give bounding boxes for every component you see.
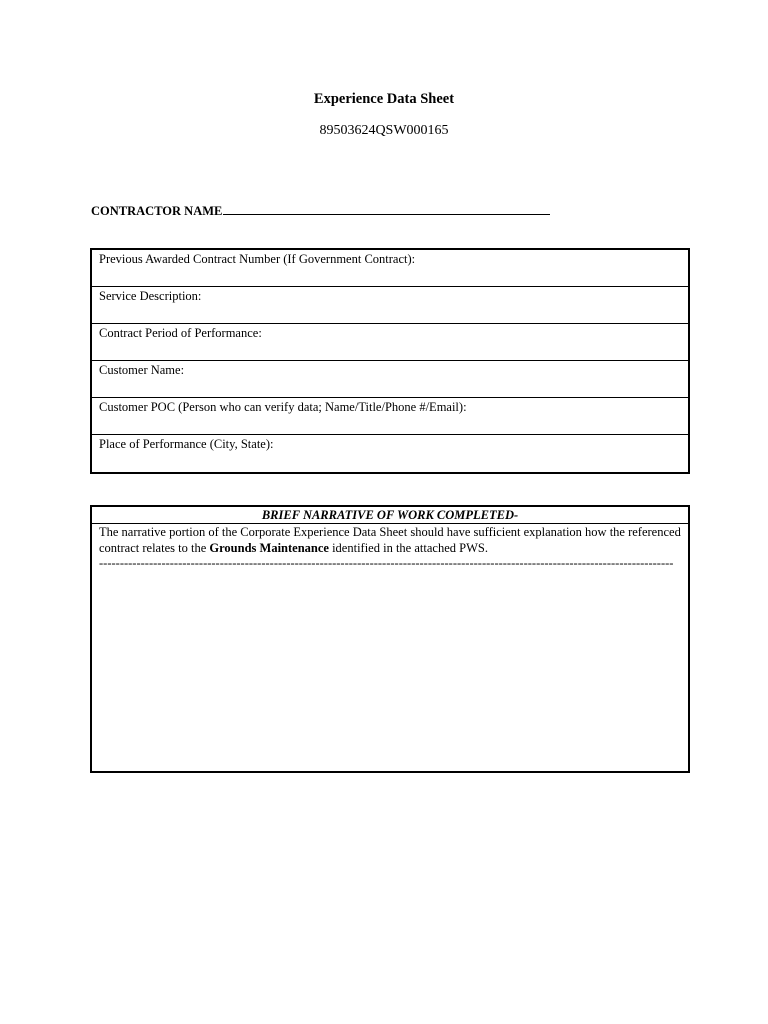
narrative-header: BRIEF NARRATIVE OF WORK COMPLETED-: [92, 507, 688, 524]
info-row-label: Service Description:: [99, 289, 202, 303]
info-row-label: Previous Awarded Contract Number (If Government Contract):: [99, 252, 416, 266]
info-row-contract-number[interactable]: [92, 250, 688, 287]
narrative-text-start: The narrative portion of the Corporate Experience Data Sheet should have sufficient explanation how the referenced contract relates to the: [99, 525, 681, 555]
solicitation-number: 89503624QSW000165: [319, 123, 449, 138]
info-row-service-description[interactable]: [92, 287, 688, 324]
info-row-label: Customer POC (Person who can verify data; Name/Title/Phone #/Email):: [99, 400, 467, 414]
narrative-table: [90, 505, 690, 773]
info-row-label: Contract Period of Performance:: [99, 326, 262, 340]
info-row-customer-poc[interactable]: [92, 398, 688, 435]
narrative-body[interactable]: [92, 524, 688, 570]
contractor-name-field: [91, 202, 550, 219]
contract-info-table: [90, 248, 690, 474]
document-title: Experience Data Sheet: [313, 91, 455, 107]
narrative-text-bold: Grounds Maintenance: [209, 540, 329, 555]
narrative-instructions: [99, 525, 682, 556]
info-row-place-of-performance[interactable]: [92, 435, 688, 472]
contractor-name-label: CONTRACTOR NAME: [91, 204, 223, 218]
info-row-label: Customer Name:: [99, 363, 185, 377]
info-row-label: Place of Performance (City, State):: [99, 437, 274, 451]
contractor-name-blank[interactable]: [223, 202, 550, 215]
dashed-separator: ------------------------------------------------------------------------------------------------------------------------------------------: [99, 556, 674, 570]
narrative-text-end: identified in the attached PWS.: [328, 540, 488, 555]
info-row-customer-name[interactable]: [92, 361, 688, 398]
info-row-period-of-performance[interactable]: [92, 324, 688, 361]
